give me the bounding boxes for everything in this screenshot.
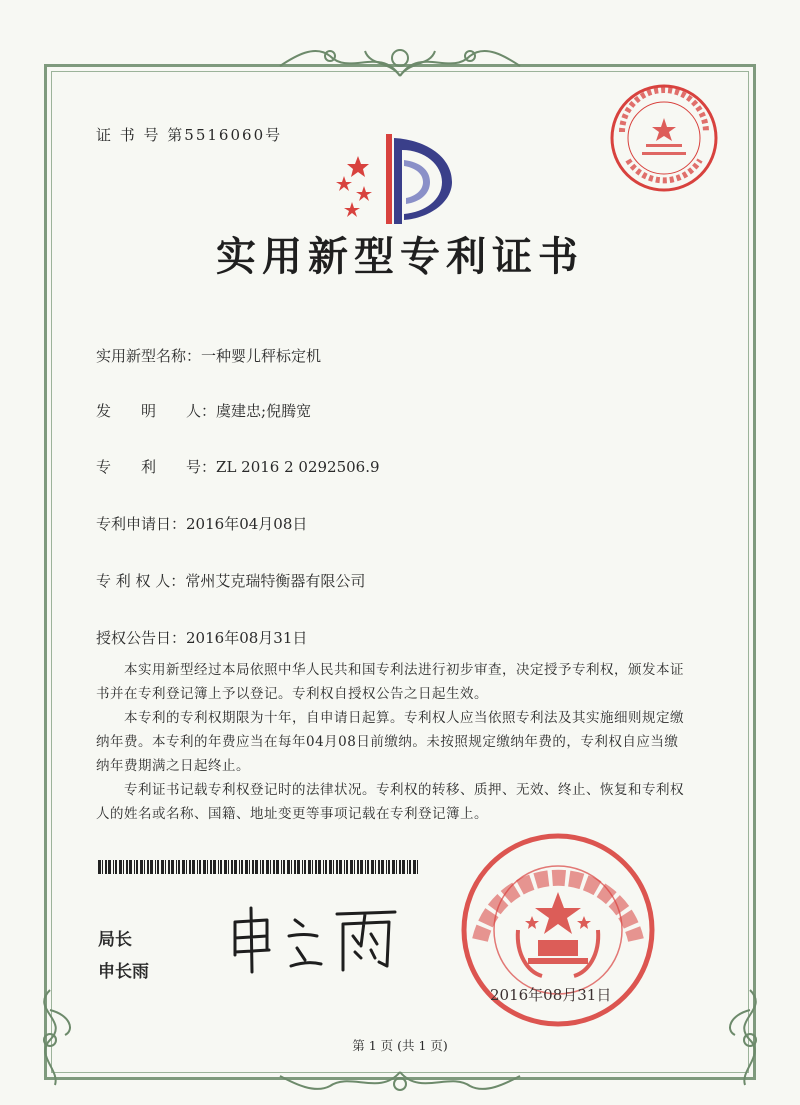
right-ornament-icon bbox=[710, 980, 780, 1090]
barcode-bar bbox=[336, 860, 338, 874]
barcode-bar bbox=[157, 860, 159, 874]
barcode-bar bbox=[333, 860, 334, 874]
barcode-bar bbox=[178, 860, 180, 874]
field-inventor bbox=[96, 400, 311, 421]
barcode-bar bbox=[402, 860, 405, 874]
barcode-bar bbox=[375, 860, 376, 874]
barcode-bar bbox=[140, 860, 143, 874]
barcode-bar bbox=[161, 860, 164, 874]
barcode-bar bbox=[207, 860, 208, 874]
barcode-bar bbox=[396, 860, 397, 874]
field-value: 2016年08月31日 bbox=[186, 629, 308, 647]
barcode-bar bbox=[266, 860, 269, 874]
barcode-bar bbox=[344, 860, 345, 874]
certificate-title: 实用新型专利证书 bbox=[216, 234, 584, 280]
barcode-bar bbox=[228, 860, 229, 874]
patent-office-logo-icon bbox=[330, 120, 460, 230]
top-ornament-icon bbox=[270, 36, 530, 86]
left-ornament-icon bbox=[20, 980, 90, 1090]
barcode-bar bbox=[323, 860, 324, 874]
field-value: 常州艾克瑞特衡器有限公司 bbox=[185, 572, 366, 590]
barcode-bar bbox=[276, 860, 279, 874]
tax-seal-stamp bbox=[608, 82, 720, 194]
field-label: 专 利 号： bbox=[96, 458, 217, 476]
barcode-bar bbox=[126, 860, 128, 874]
field-grant-date bbox=[96, 627, 307, 648]
field-label: 实用新型名称： bbox=[96, 347, 202, 365]
barcode-bar bbox=[144, 860, 145, 874]
body-paragraph: 专利证书记载专利权登记时的法律状况。专利权的转移、质押、无效、终止、恢复和专利权人的姓名或名称、国籍、地址变更等事项记载在专利登记簿上。 bbox=[96, 782, 684, 822]
barcode-bar bbox=[312, 860, 313, 874]
barcode-bar bbox=[186, 860, 187, 874]
barcode-bar bbox=[224, 860, 227, 874]
barcode-bar bbox=[210, 860, 212, 874]
barcode-bar bbox=[176, 860, 177, 874]
barcode-bar bbox=[399, 860, 401, 874]
barcode-bar bbox=[346, 860, 348, 874]
barcode-bar bbox=[245, 860, 248, 874]
barcode-bar bbox=[339, 860, 342, 874]
barcode-bar bbox=[182, 860, 185, 874]
barcode-bar bbox=[218, 860, 219, 874]
director-name: 申长雨 bbox=[98, 962, 149, 982]
barcode-bar bbox=[417, 860, 418, 874]
barcode-bar bbox=[413, 860, 416, 874]
barcode-bar bbox=[308, 860, 311, 874]
barcode-bar bbox=[315, 860, 317, 874]
barcode-bar bbox=[155, 860, 156, 874]
field-patent-number bbox=[96, 456, 380, 477]
barcode-bar bbox=[409, 860, 411, 874]
barcode-bar bbox=[273, 860, 275, 874]
field-label: 专 利 权 人： bbox=[96, 572, 186, 590]
barcode-bar bbox=[168, 860, 170, 874]
barcode-bar bbox=[234, 860, 237, 874]
field-value: ZL 2016 2 0292506.9 bbox=[216, 458, 380, 476]
barcode-bar bbox=[113, 860, 114, 874]
barcode-bar bbox=[329, 860, 332, 874]
barcode-bar bbox=[360, 860, 363, 874]
barcode-bar bbox=[325, 860, 327, 874]
barcode-bar bbox=[304, 860, 306, 874]
barcode-bar bbox=[165, 860, 166, 874]
barcode-bar bbox=[199, 860, 201, 874]
barcode-bar bbox=[105, 860, 107, 874]
field-application-date bbox=[96, 513, 307, 534]
barcode-bar bbox=[189, 860, 191, 874]
barcode-bar bbox=[197, 860, 198, 874]
barcode-bar bbox=[239, 860, 240, 874]
barcode-bar bbox=[136, 860, 138, 874]
barcode-bar bbox=[147, 860, 149, 874]
barcode-bar bbox=[108, 860, 111, 874]
body-paragraph: 本实用新型经过本局依照中华人民共和国专利法进行初步审查，决定授予专利权，颁发本证书并在专利登记簿上予以登记。专利权自授权公告之日起生效。 bbox=[96, 662, 684, 702]
body-paragraph: 本专利的专利权期限为十年，自申请日起算。专利权人应当依照专利法及其实施细则规定缴纳年费。本专利的年费应当在每年04月08日前缴纳。未按照规定缴纳年费的，专利权自应当缴纳年费期满之日起终止。 bbox=[96, 710, 684, 774]
bottom-ornament-icon bbox=[270, 1066, 530, 1102]
barcode-bar bbox=[262, 860, 264, 874]
director-signature bbox=[225, 900, 405, 975]
barcode-bar bbox=[388, 860, 390, 874]
barcode-bar bbox=[407, 860, 408, 874]
barcode-bar bbox=[260, 860, 261, 874]
barcode-bar bbox=[119, 860, 122, 874]
barcode-bar bbox=[129, 860, 132, 874]
barcode-bar bbox=[281, 860, 282, 874]
barcode-bar bbox=[294, 860, 296, 874]
barcode-bar bbox=[287, 860, 290, 874]
barcode-bar bbox=[371, 860, 374, 874]
barcode-bar bbox=[255, 860, 258, 874]
barcode-bar bbox=[134, 860, 135, 874]
barcode-bar bbox=[102, 860, 103, 874]
field-value: 虞建忠;倪腾宽 bbox=[216, 402, 312, 420]
page-number: 第 1 页 (共 1 页) bbox=[352, 1038, 448, 1053]
barcode-bar bbox=[386, 860, 387, 874]
field-label: 专利申请日： bbox=[96, 515, 187, 533]
barcode-bar bbox=[392, 860, 395, 874]
field-value: 一种婴儿秤标定机 bbox=[201, 347, 322, 365]
barcode-bar bbox=[150, 860, 153, 874]
barcode-bar bbox=[318, 860, 321, 874]
barcode-bar bbox=[297, 860, 300, 874]
barcode-bar bbox=[115, 860, 117, 874]
barcode-bar bbox=[365, 860, 366, 874]
barcode-bar bbox=[98, 860, 101, 874]
barcode-bar bbox=[213, 860, 216, 874]
barcode-bar bbox=[291, 860, 292, 874]
issue-date: 2016年08月31日 bbox=[490, 986, 612, 1004]
barcode-bar bbox=[249, 860, 250, 874]
barcode-bar bbox=[354, 860, 355, 874]
barcode-bar bbox=[367, 860, 369, 874]
field-label: 授权公告日： bbox=[96, 629, 187, 647]
barcode-bar bbox=[252, 860, 254, 874]
barcode-bar bbox=[220, 860, 222, 874]
field-value: 2016年04月08日 bbox=[186, 515, 308, 533]
barcode-bar bbox=[381, 860, 384, 874]
certificate-number: 证 书 号 第5516060号 bbox=[96, 126, 283, 144]
barcode-icon bbox=[98, 860, 418, 874]
barcode-bar bbox=[302, 860, 303, 874]
field-utility-model-name bbox=[96, 345, 321, 366]
certificate-body-text bbox=[96, 658, 692, 826]
barcode-bar bbox=[357, 860, 359, 874]
barcode-bar bbox=[241, 860, 243, 874]
field-label: 发 明 人： bbox=[96, 402, 217, 420]
barcode-bar bbox=[192, 860, 195, 874]
field-patentee bbox=[96, 570, 365, 591]
barcode-bar bbox=[203, 860, 206, 874]
barcode-bar bbox=[350, 860, 353, 874]
barcode-bar bbox=[171, 860, 174, 874]
director-title: 局长 bbox=[98, 930, 132, 950]
barcode-bar bbox=[231, 860, 233, 874]
barcode-bar bbox=[283, 860, 285, 874]
barcode-bar bbox=[270, 860, 271, 874]
barcode-bar bbox=[378, 860, 380, 874]
barcode-bar bbox=[123, 860, 124, 874]
